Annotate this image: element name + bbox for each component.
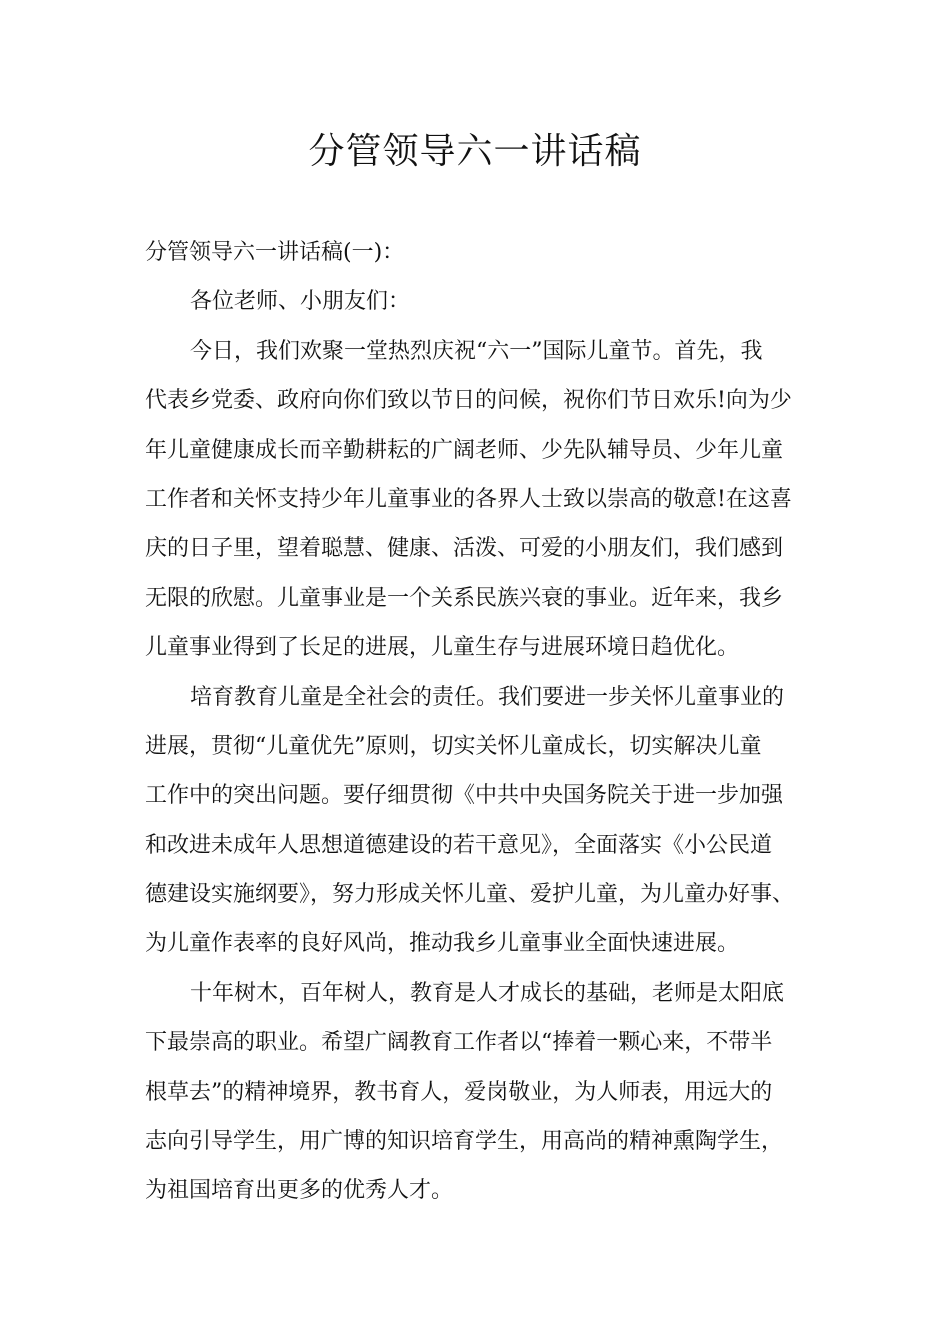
paragraph-1 <box>145 327 805 673</box>
document-body <box>145 228 805 1216</box>
paragraph-line: 今日，我们欢聚一堂热烈庆祝“六一”国际儿童节。首先，我 <box>190 338 763 364</box>
paragraph-line: 无限的欣慰。儿童事业是一个关系民族兴衰的事业。近年来，我乡 <box>145 585 784 611</box>
paragraph-line: 庆的日子里，望着聪慧、健康、活泼、可爱的小朋友们，我们感到 <box>145 536 784 562</box>
paragraph-line: 为儿童作表率的良好风尚，推动我乡儿童事业全面快速进展。 <box>145 931 740 957</box>
paragraph-line: 和改进未成年人思想道德建设的若干意见》，全面落实《小公民道 <box>145 832 773 858</box>
paragraph-line: 志向引导学生，用广博的知识培育学生，用高尚的精神熏陶学生， <box>145 1129 784 1155</box>
section-heading: 分管领导六一讲话稿(一)： <box>145 240 405 265</box>
paragraph-line: 工作中的突出问题。要仔细贯彻《中共中央国务院关于进一步加强 <box>145 783 784 809</box>
paragraph-line: 下最崇高的职业。希望广阔教育工作者以“捧着一颗心来，不带半 <box>145 1030 773 1056</box>
paragraph-line: 工作者和关怀支持少年儿童事业的各界人士致以崇高的敬意!在这喜 <box>145 486 792 512</box>
paragraph-line: 为祖国培育出更多的优秀人才。 <box>145 1178 454 1204</box>
salutation: 各位老师、小朋友们： <box>190 289 411 315</box>
paragraph-line: 儿童事业得到了长足的进展，儿童生存与进展环境日趋优化。 <box>145 635 740 661</box>
paragraph-line: 十年树木，百年树人，教育是人才成长的基础，老师是太阳底 <box>190 980 785 1006</box>
paragraph-line: 培育教育儿童是全社会的责任。我们要进一步关怀儿童事业的 <box>190 684 785 710</box>
paragraph-line: 代表乡党委、政府向你们致以节日的问候，祝你们节日欢乐!向为少 <box>145 388 792 414</box>
paragraph-line: 年儿童健康成长而辛勤耕耘的广阔老师、少先队辅导员、少年儿童 <box>145 437 784 463</box>
paragraph-2 <box>145 673 805 969</box>
paragraph-3 <box>145 969 805 1216</box>
paragraph-line: 进展，贯彻“儿童优先”原则，切实关怀儿童成长，切实解决儿童 <box>145 733 762 759</box>
paragraph-line: 德建设实施纲要》，努力形成关怀儿童、爱护儿童，为儿童办好事、 <box>145 882 795 908</box>
document-title: 分管领导六一讲话稿 <box>308 131 642 172</box>
paragraph-line: 根草去”的精神境界，教书育人，爱岗敬业，为人师表，用远大的 <box>145 1079 773 1105</box>
